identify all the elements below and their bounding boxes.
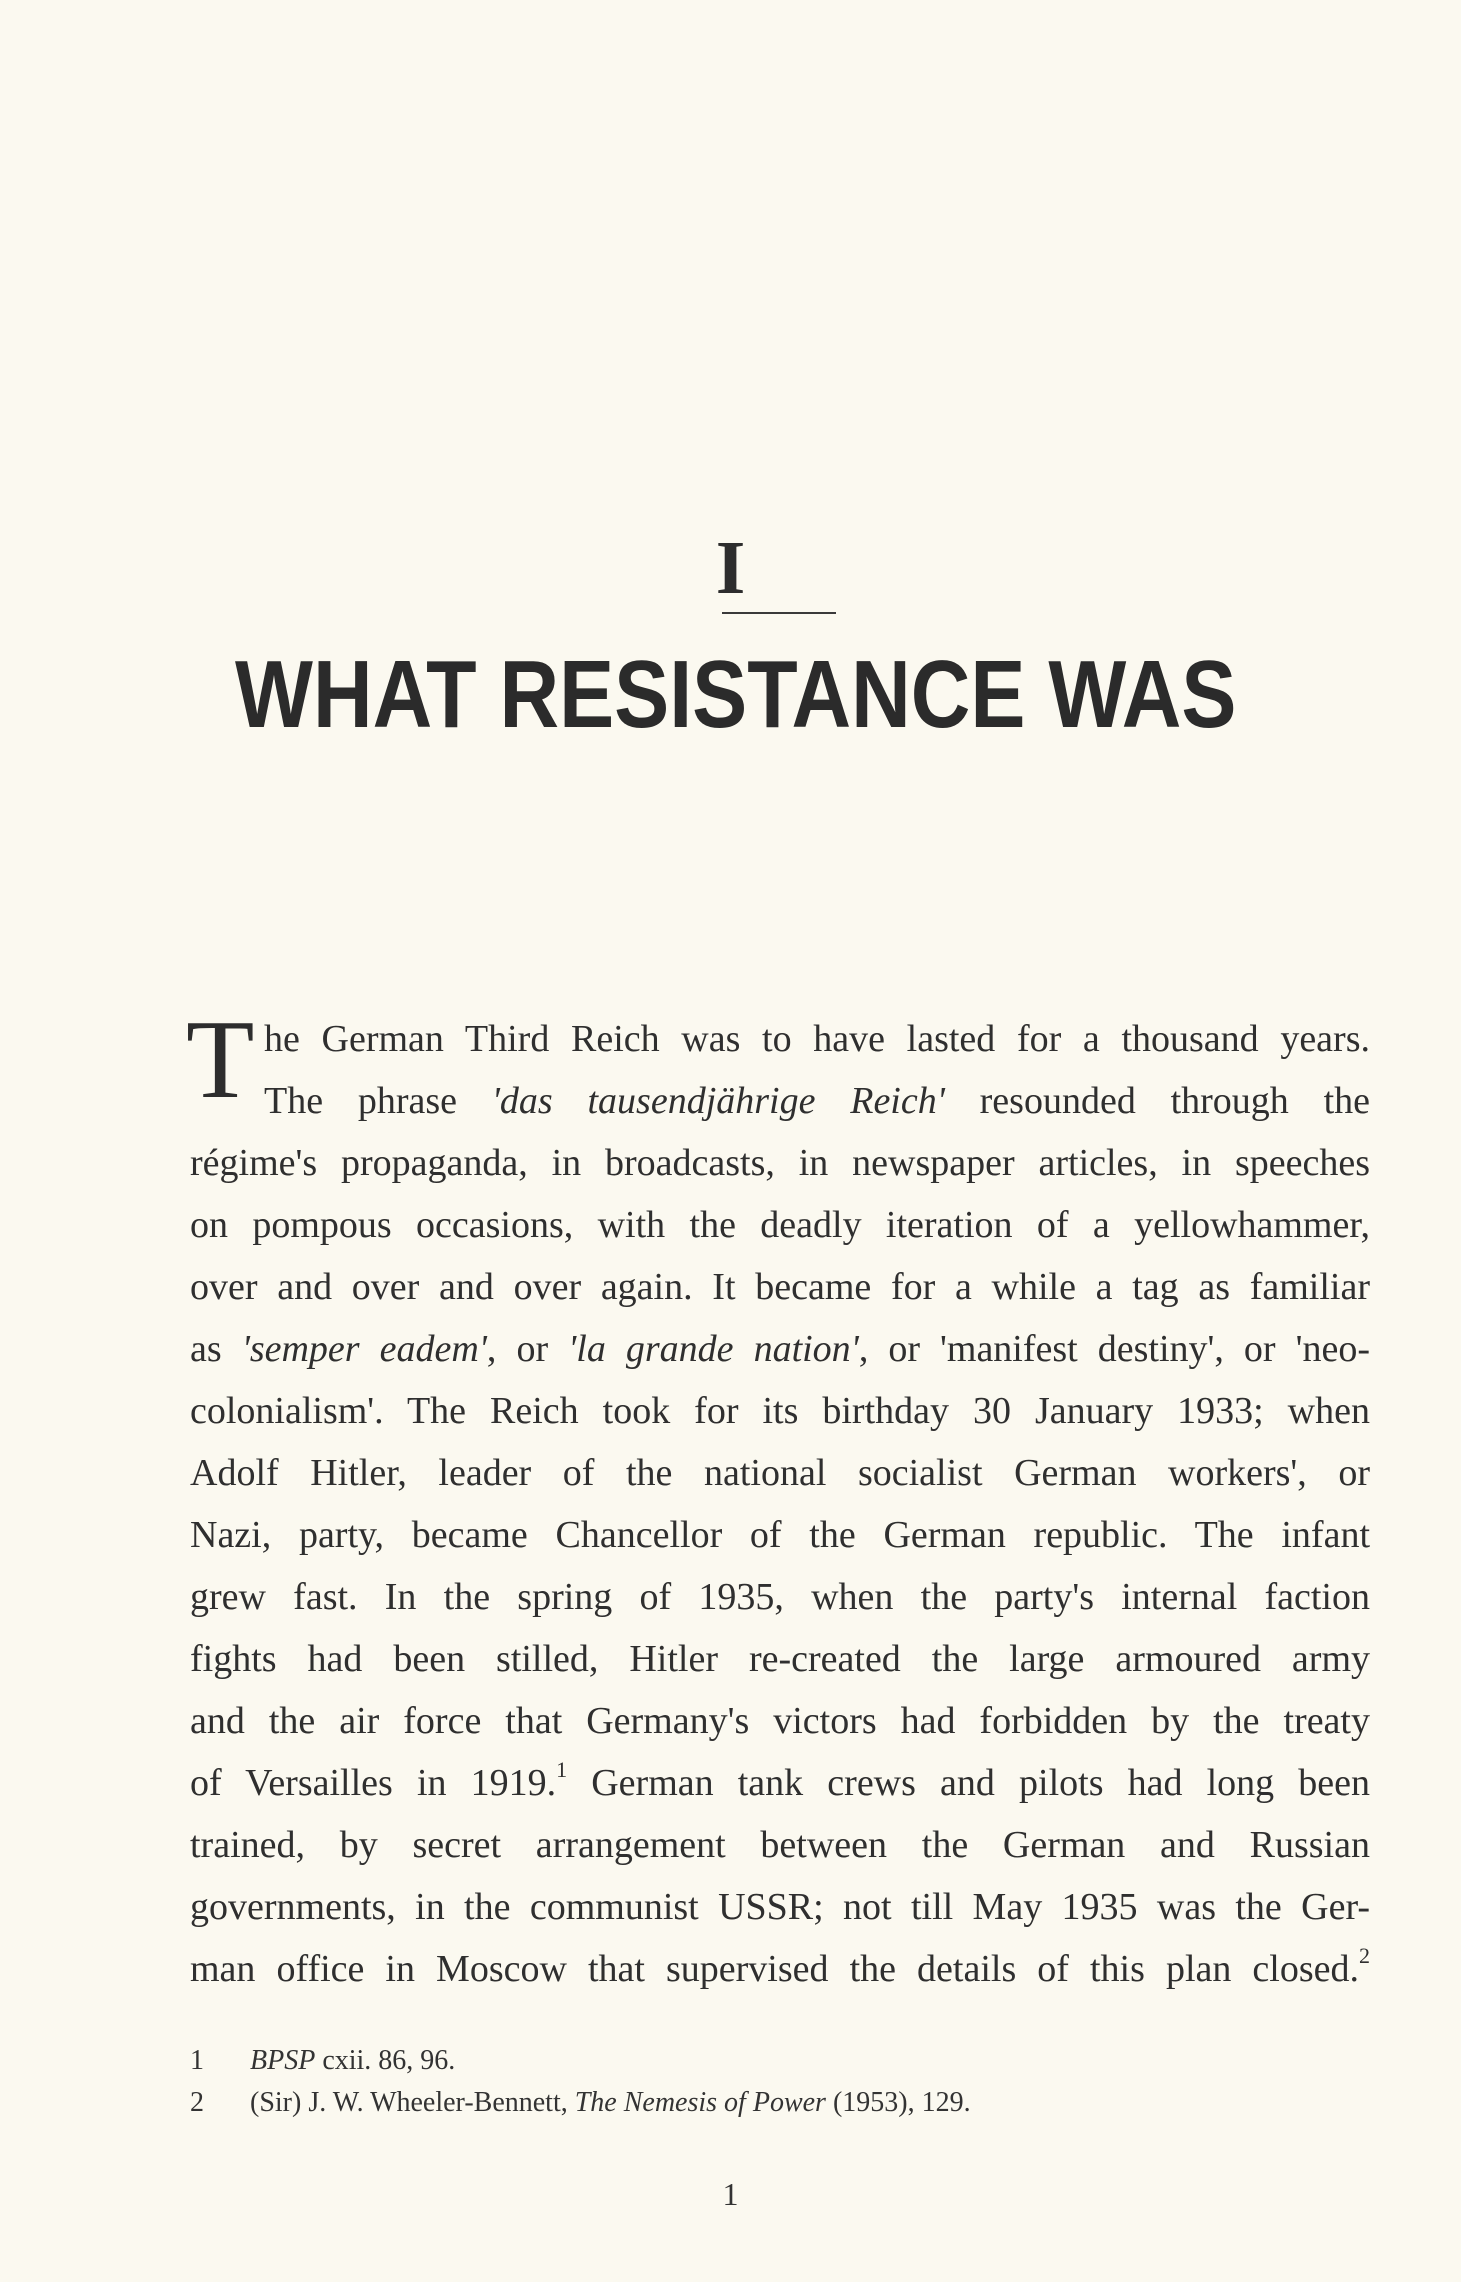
text-line [190,1628,1370,1690]
text-line [190,1566,1370,1628]
chapter-rule [722,612,836,614]
text-run: colonialism'. The Reich took for its birthday 30 January 1933; when [190,1390,1370,1432]
text-run: Nazi, party, became Chancellor of the German republic. The infant [190,1514,1370,1556]
text-line [190,1132,1370,1194]
footnote [190,2082,1370,2124]
text-run: resounded through the [944,1080,1370,1122]
text-run: of Versailles in 1919. [190,1762,557,1804]
page-number: 1 [722,2176,739,2212]
text-run: German tank crews and pilots had long been [567,1762,1370,1804]
text-run: régime's propaganda, in broadcasts, in newspaper articles, in speeches [190,1142,1370,1184]
footnote-text [250,2082,971,2124]
text-line [190,1442,1370,1504]
chapter-number: I [715,526,746,610]
footnote-reference: 2 [1359,1943,1370,1969]
text-run: over and over and over again. It became for a while a tag as familiar [190,1266,1370,1308]
text-line [190,1256,1370,1318]
text-line [190,1690,1370,1752]
footnote-number: 2 [190,2087,204,2118]
text-line [190,1938,1370,2000]
text-line [190,1008,1370,1070]
text-run: fights had been stilled, Hitler re-created the large armoured army [190,1638,1370,1680]
footnote [190,2040,1370,2082]
text-run: he German Third Reich was to have lasted for a thousand years. [264,1018,1370,1060]
text-run: Adolf Hitler, leader of the national socialist German workers', or [190,1452,1370,1494]
body-text [190,1008,1370,2000]
text-line [190,1752,1370,1814]
text-run: as [190,1328,242,1370]
text-run: man office in Moscow that supervised the details of this plan closed. [190,1948,1359,1990]
text-run: The phrase [264,1080,492,1122]
text-run: grew fast. In the spring of 1935, when the party's internal faction [190,1576,1370,1618]
footnote-reference: 1 [556,1757,568,1783]
text-run: cxii. 86, 96. [315,2045,456,2076]
footnote-text [250,2040,455,2082]
text-line [190,1194,1370,1256]
text-run: , or 'manifest destiny', or 'neo- [858,1328,1370,1370]
italic-text: 'semper eadem' [241,1328,487,1370]
text-line [190,1070,1370,1132]
italic-text: BPSP [250,2045,316,2076]
text-run: (1953), 129. [825,2087,971,2118]
text-run: , or [486,1328,569,1370]
text-run: on pompous occasions, with the deadly iteration of a yellowhammer, [190,1204,1370,1246]
drop-cap: T [186,998,255,1122]
italic-text: The Nemesis of Power [574,2087,826,2118]
text-line [190,1504,1370,1566]
text-line [190,1380,1370,1442]
text-run: governments, in the communist USSR; not till May 1935 was the Ger- [190,1886,1370,1928]
text-run: (Sir) J. W. Wheeler-Bennett, [250,2087,575,2118]
footnotes [190,2040,1370,2124]
chapter-title: WHAT RESISTANCE WAS [235,641,1237,748]
italic-text: 'la grande nation' [568,1328,859,1370]
footnote-number: 1 [190,2045,204,2076]
text-run: trained, by secret arrangement between the German and Russian [190,1824,1370,1866]
text-run: and the air force that Germany's victors had forbidden by the treaty [190,1700,1370,1742]
italic-text: 'das tausendjährige Reich' [491,1080,945,1122]
text-line [190,1876,1370,1938]
text-line [190,1814,1370,1876]
text-line [190,1318,1370,1380]
